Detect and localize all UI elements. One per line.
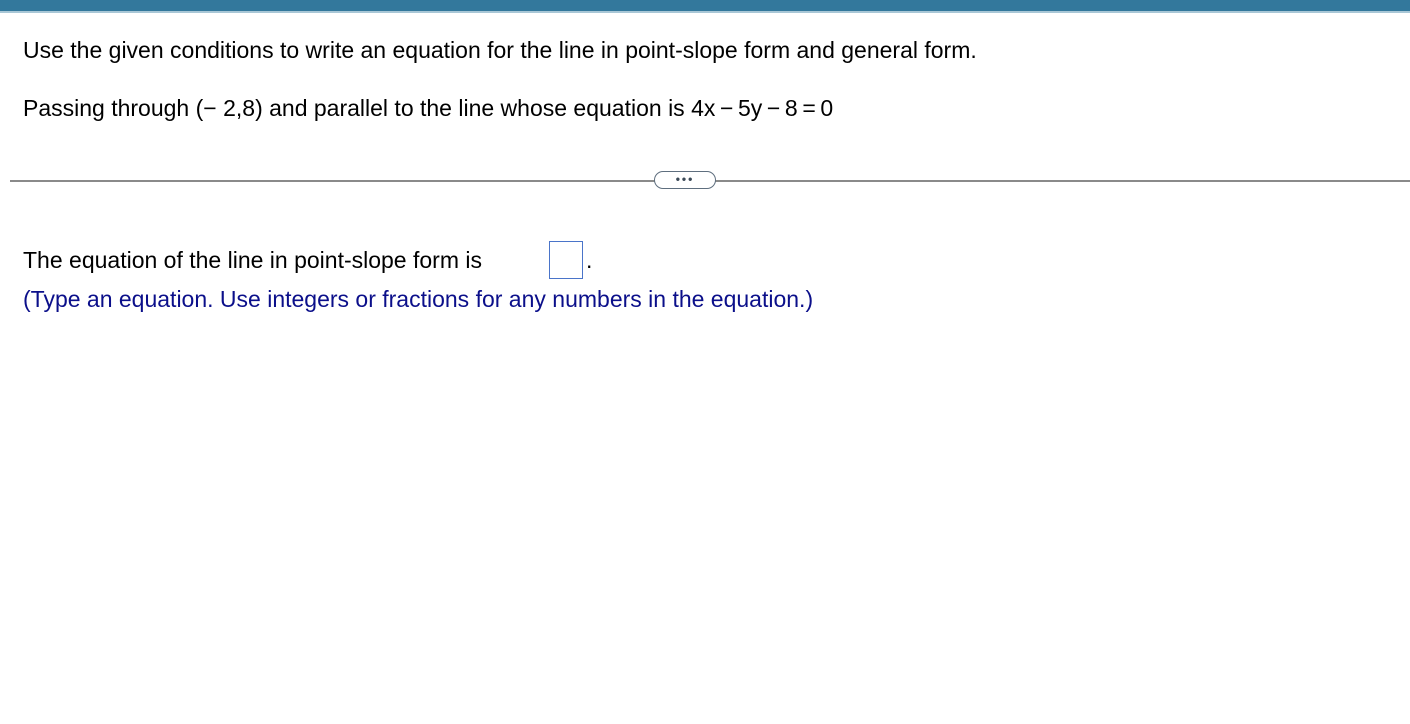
answer-prompt: The equation of the line in point-slope form is xyxy=(23,247,482,273)
answer-period: . xyxy=(586,247,593,273)
question-problem: Passing through (− 2,8) and parallel to the line whose equation is 4x − 5y − 8 = 0 xyxy=(23,95,834,121)
header-bar-underline xyxy=(0,11,1410,13)
header-bar xyxy=(0,0,1410,11)
question-instruction: Use the given conditions to write an equation for the line in point-slope form and general form. xyxy=(23,37,977,63)
more-options-button[interactable]: ••• xyxy=(654,171,716,189)
answer-input-box[interactable] xyxy=(549,241,583,279)
answer-hint: (Type an equation. Use integers or fractions for any numbers in the equation.) xyxy=(23,286,814,312)
